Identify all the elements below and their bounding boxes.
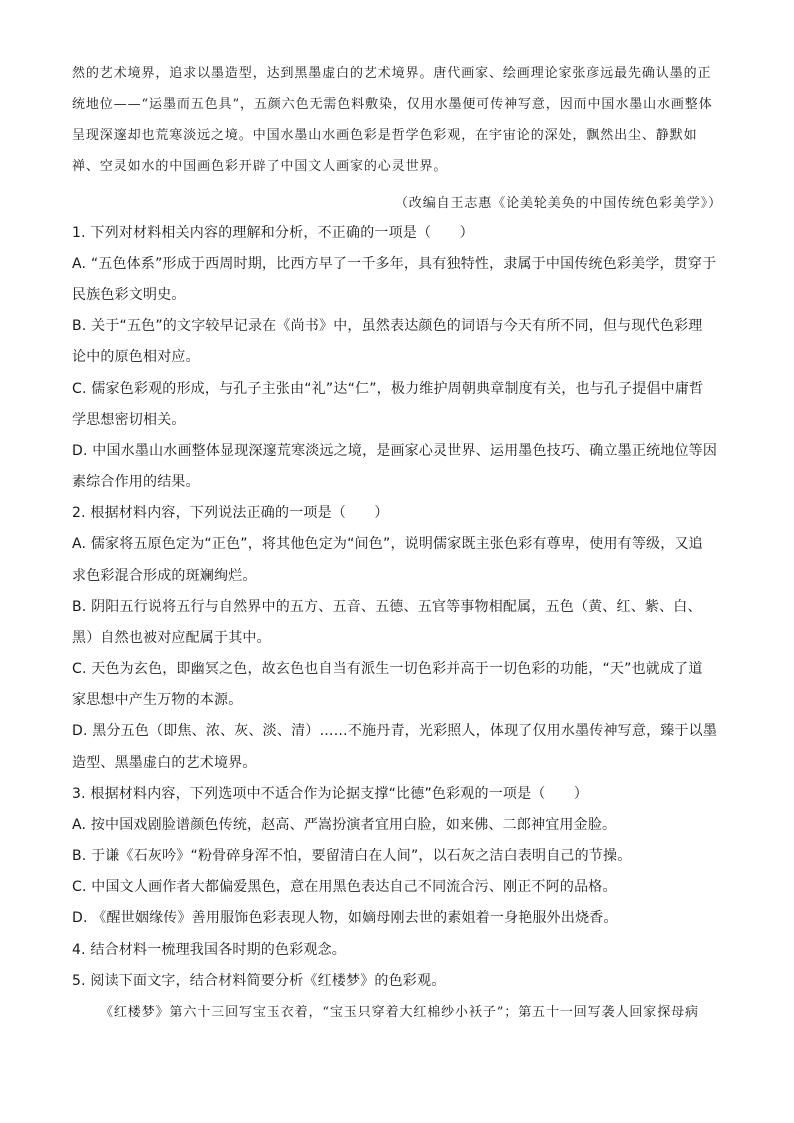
question-stem: 4. 结合材料一梳理我国各时期的色彩观念。 (72, 942, 347, 958)
option-a-cont: 求色彩混合形成的斑斓绚烂。 (72, 568, 257, 584)
option-c: C. 儒家色彩观的形成，与孔子主张由“礼”达“仁”，极力维护周朝典章制度有关，也与孔子提倡中庸哲 (72, 381, 704, 397)
excerpt-source: （改编自王志惠《论美轮美奂的中国传统色彩美学》） (394, 196, 722, 211)
option-d: D. 黑分五色（即焦、浓、灰、淡、清）……不施丹青，光彩照人，体现了仅用水墨传神写意，臻于以墨 (72, 723, 718, 739)
option-a: A. 儒家将五原色定为“正色”，将其他色定为“间色”，说明儒家既主张色彩有尊卑，使用有等级，又追 (72, 536, 703, 552)
question-stem: 3. 根据材料内容，下列选项中不适合作为论据支撑“比德”色彩观的一项是（ ） (72, 786, 589, 802)
option-b: B. 阴阳五行说将五行与自然界中的五方、五音、五德、五官等事物相配属，五色（黄、红、紫、白、 (72, 599, 702, 615)
option-d-cont: 造型、黑墨虚白的艺术境界。 (72, 755, 257, 771)
option-c-cont: 学思想密切相关。 (72, 412, 186, 428)
option-d: D. 中国水墨山水画整体显现深邃荒寒淡远之境，是画家心灵世界、运用墨色技巧、确立墨正统地位等因 (72, 443, 718, 459)
question-stem: 5. 阅读下面文字，结合材料简要分析《红楼梦》的色彩观。 (72, 973, 446, 989)
option-a-cont: 民族色彩文明史。 (72, 287, 186, 303)
option-b: B. 于谦《石灰吟》“粉骨碎身浑不怕，要留清白在人间”，以石灰之洁白表明自己的节操。 (72, 848, 632, 864)
excerpt-line: 然的艺术境界，追求以墨造型，达到黑墨虚白的艺术境界。唐代画家、绘画理论家张彦远最先确认墨的正 (72, 66, 712, 81)
option-c-cont: 家思想中产生万物的本源。 (72, 692, 243, 708)
excerpt-line: 统地位——“运墨而五色具”，五颜六色无需色料敷染，仅用水墨便可传神写意，因而中国水墨山水画整体 (72, 97, 713, 112)
option-a: A. 按中国戏剧脸谱颜色传统，赵高、严嵩扮演者宜用白脸，如来佛、二郎神宜用金脸。 (72, 817, 617, 833)
option-a: A. “五色体系”形成于西周时期，比西方早了一千多年，具有独特性，隶属于中国传统色彩美学，贯穿于 (72, 256, 717, 272)
question-stem: 2. 根据材料内容，下列说法正确的一项是（ ） (72, 505, 389, 521)
option-b: B. 关于“五色”的文字较早记录在《尚书》中，虽然表达颜色的词语与今天有所不同，但与现代色彩理 (72, 318, 703, 334)
excerpt-line: 禅、空灵如水的中国画色彩开辟了中国文人画家的心灵世界。 (72, 159, 448, 174)
question-stem: 1. 下列对材料相关内容的理解和分析，不正确的一项是（ ） (72, 225, 474, 241)
option-b-cont: 黑）自然也被对应配属于其中。 (72, 630, 271, 646)
option-d: D. 《醒世姻缘传》善用服饰色彩表现人物，如嫡母刚去世的素姐着一身艳服外出烧香。 (72, 910, 618, 926)
option-d-cont: 素综合作用的结果。 (72, 474, 200, 490)
option-c: C. 天色为玄色，即幽冥之色，故玄色也自当有派生一切色彩并高于一切色彩的功能，“天”也就成了道 (72, 661, 703, 677)
excerpt-line: 呈现深邃却也荒寒淡远之境。中国水墨山水画色彩是哲学色彩观，在宇宙论的深处，飘然出尘、静默如 (72, 128, 698, 143)
option-c: C. 中国文人画作者大都偏爱黑色，意在用黑色表达自己不同流合污、刚正不阿的品格。 (72, 879, 617, 895)
question-passage: 《红楼梦》第六十三回写宝玉衣着，“宝玉只穿着大红棉纱小袄子”；第五十一回写袭人回家探母病 (100, 1005, 699, 1020)
option-b-cont: 论中的原色相对应。 (72, 349, 200, 365)
